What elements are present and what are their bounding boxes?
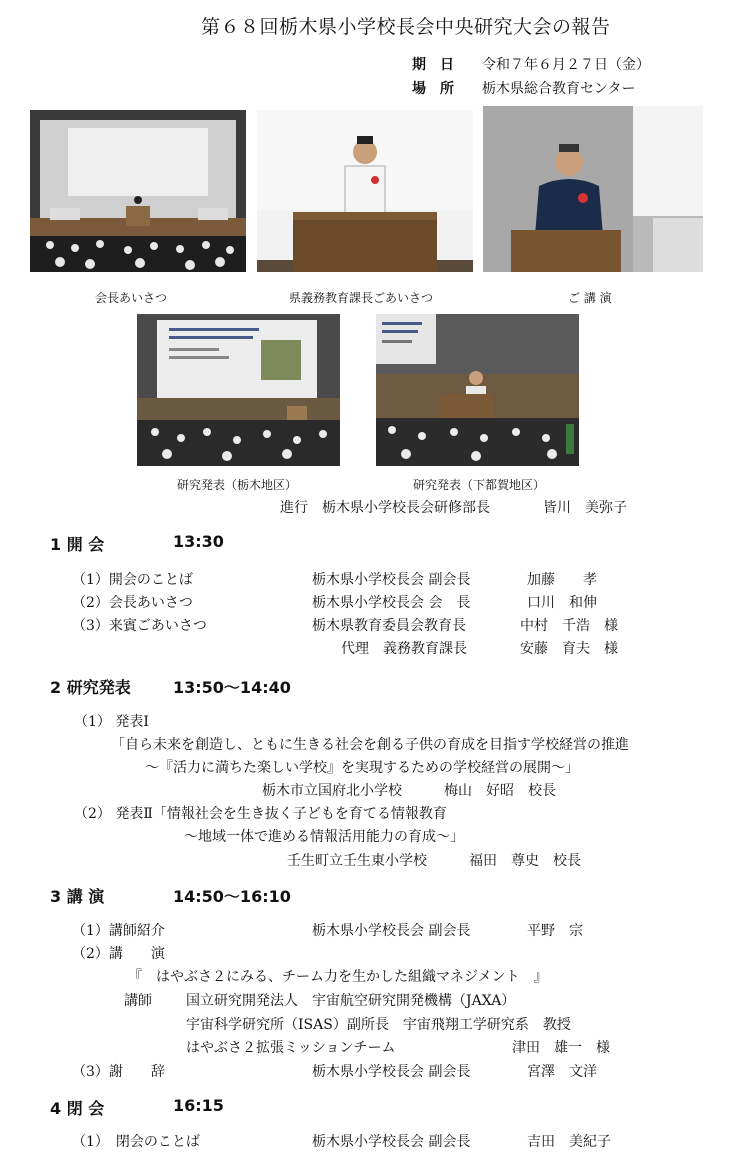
s4-item-1-org: 栃木県小学校長会 副会長 bbox=[312, 1134, 471, 1150]
place-label: 場 所 bbox=[412, 81, 454, 97]
lecturer-label: 講師 bbox=[124, 993, 152, 1009]
lecture-title: 『 はやぶさ２にみる、チーム力を生かした組織マネジメント 』 bbox=[128, 969, 548, 985]
lecturer-affiliation-2: 宇宙科学研究所（ISAS）副所長 宇宙飛翔工学研究系 教授 bbox=[186, 1017, 571, 1033]
s3-item-3-label: （3）謝 辞 bbox=[72, 1064, 165, 1080]
s1-item-3-org: 栃木県教育委員会教育長 bbox=[312, 618, 466, 634]
lecturer-name: 津田 雄一 様 bbox=[512, 1040, 610, 1056]
s2-p2-subtitle: 〜地域一体で進める情報活用能力の育成〜」 bbox=[184, 829, 464, 845]
page-title: 第６８回栃木県小学校長会中央研究大会の報告 bbox=[201, 16, 611, 38]
s1-item-2-org: 栃木県小学校長会 会 長 bbox=[312, 595, 471, 611]
section-3-time: 14:50〜16:10 bbox=[173, 887, 291, 906]
s3-item-3-name: 宮澤 文洋 bbox=[527, 1064, 597, 1080]
s3-item-2-label: （2）講 演 bbox=[72, 946, 165, 962]
caption-education-director: 県義務教育課長ごあいさつ bbox=[289, 291, 434, 305]
caption-lecture: ご 講 演 bbox=[568, 291, 612, 305]
s2-p1-presenter: 栃木市立国府北小学校 梅山 好昭 校長 bbox=[262, 783, 556, 799]
caption-opening-greeting: 会長あいさつ bbox=[95, 291, 168, 305]
s3-item-3-org: 栃木県小学校長会 副会長 bbox=[312, 1064, 471, 1080]
section-4-time: 16:15 bbox=[173, 1096, 224, 1115]
s1-item-4-name: 安藤 育夫 様 bbox=[520, 641, 618, 657]
s1-item-1-name: 加藤 孝 bbox=[527, 572, 597, 588]
s1-item-2-name: 口川 和伸 bbox=[527, 595, 597, 611]
place-value: 栃木県総合教育センター bbox=[482, 81, 636, 97]
section-1-title: 1 開 会 bbox=[50, 535, 105, 554]
photo-education-director bbox=[257, 110, 473, 272]
date-value: 令和７年６月２７日（金） bbox=[482, 57, 650, 73]
s4-item-1-name: 吉田 美紀子 bbox=[527, 1134, 611, 1150]
s2-p1-title: 「自ら未来を創造し、ともに生きる社会を創る子供の育成を目指す学校経営の推進 bbox=[111, 737, 629, 753]
photo-presentation-shimotsuga bbox=[376, 314, 579, 466]
photo-lecture bbox=[483, 106, 703, 272]
section-2-time: 13:50〜14:40 bbox=[173, 678, 291, 697]
moderator-name: 皆川 美弥子 bbox=[543, 500, 627, 516]
photo-presentation-tochigi bbox=[137, 314, 340, 466]
section-3-title: 3 講 演 bbox=[50, 887, 105, 906]
s1-item-2-label: （2）会長あいさつ bbox=[72, 595, 193, 611]
section-2-title: 2 研究発表 bbox=[50, 678, 131, 697]
lecturer-affiliation-1: 国立研究開発法人 宇宙航空研究開発機構（JAXA） bbox=[186, 993, 516, 1009]
s1-item-3-label: （3）来賓ごあいさつ bbox=[72, 618, 207, 634]
s1-item-1-label: （1）開会のことば bbox=[72, 572, 193, 588]
section-1-time: 13:30 bbox=[173, 532, 224, 551]
caption-presentation-tochigi: 研究発表（栃木地区） bbox=[177, 478, 298, 492]
s3-item-1-name: 平野 宗 bbox=[527, 923, 583, 939]
s4-item-1-label: （1） 閉会のことば bbox=[72, 1134, 200, 1150]
photo-opening-greeting bbox=[30, 110, 246, 272]
s1-item-3-name: 中村 千浩 様 bbox=[520, 618, 618, 634]
s3-item-1-org: 栃木県小学校長会 副会長 bbox=[312, 923, 471, 939]
s1-item-4-org: 代理 義務教育課長 bbox=[341, 641, 467, 657]
s1-item-1-org: 栃木県小学校長会 副会長 bbox=[312, 572, 471, 588]
s2-p2-presenter: 壬生町立壬生東小学校 福田 尊史 校長 bbox=[287, 853, 581, 869]
section-4-title: 4 閉 会 bbox=[50, 1099, 105, 1118]
s2-p2-label: （2） 発表Ⅱ「情報社会を生き抜く子どもを育てる情報教育 bbox=[74, 806, 447, 822]
date-label: 期 日 bbox=[412, 57, 454, 73]
s2-p1-subtitle: 〜『活力に満ちた楽しい学校』を実現するための学校経営の展開〜」 bbox=[145, 760, 579, 776]
s2-p1-label: （1） 発表Ⅰ bbox=[74, 714, 149, 730]
s3-item-1-label: （1）講師紹介 bbox=[72, 923, 165, 939]
caption-presentation-shimotsuga: 研究発表（下都賀地区） bbox=[413, 478, 546, 492]
moderator-role: 進行 栃木県小学校長会研修部長 bbox=[280, 500, 490, 516]
lecturer-affiliation-3: はやぶさ２拡張ミッションチーム bbox=[186, 1040, 396, 1056]
